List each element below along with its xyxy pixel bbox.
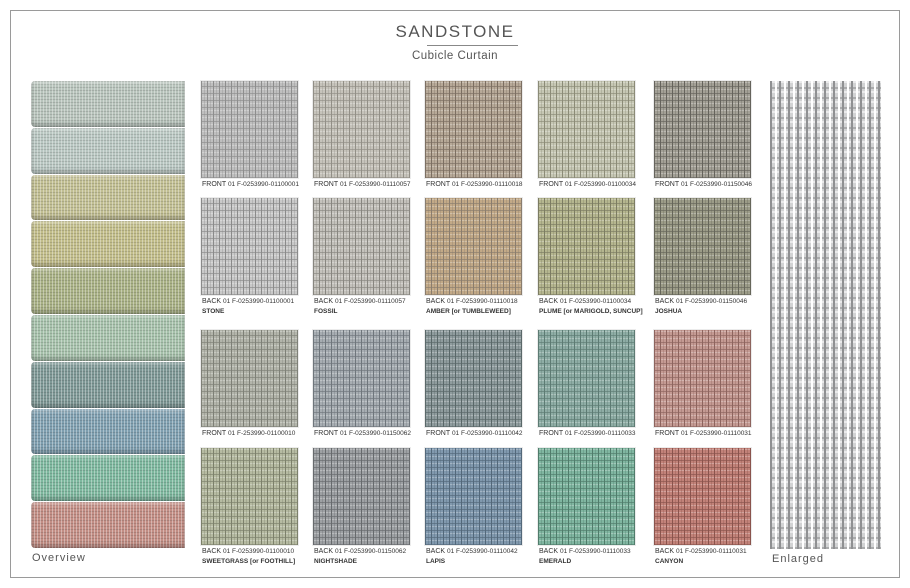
swatch-code-label xyxy=(426,181,523,188)
swatch-code: 01 F-0253990-01100034 xyxy=(560,298,632,305)
overview-label: Overview xyxy=(32,552,86,564)
fabric-swatch xyxy=(313,81,410,178)
fabric-roll xyxy=(31,268,185,314)
enlarged-label: Enlarged xyxy=(772,553,825,565)
swatch-side: BACK xyxy=(202,548,224,555)
swatch-code: 01 F-0253990-01100010 xyxy=(223,548,295,555)
swatch-code: 01 F-0253990-01110033 xyxy=(560,548,631,555)
swatch-code-label xyxy=(426,548,518,555)
fabric-roll xyxy=(31,315,185,361)
fabric-swatch xyxy=(654,448,751,545)
fabric-swatch xyxy=(201,198,298,295)
page-title: SANDSTONE xyxy=(395,22,515,41)
swatch-code: 01 F-0253990-01100034 xyxy=(564,181,637,188)
swatch-code: 01 F-0253990-01110042 xyxy=(451,430,523,437)
fabric-swatch xyxy=(538,81,635,178)
swatch-side: FRONT xyxy=(314,430,340,437)
swatch-side: BACK xyxy=(426,298,448,305)
fabric-swatch xyxy=(654,330,751,427)
swatch-code-label xyxy=(539,298,631,305)
fabric-swatch xyxy=(425,198,522,295)
swatch-code: 01 F-0253990-01110033 xyxy=(564,430,636,437)
swatch-code: 01 F-0253990-01110031 xyxy=(680,430,752,437)
fabric-swatch xyxy=(654,198,751,295)
fabric-swatch xyxy=(654,81,751,178)
swatch-side: BACK xyxy=(539,298,561,305)
swatch-side: BACK xyxy=(314,548,336,555)
swatch-code-label xyxy=(202,298,294,305)
swatch-code: 01 F-253990-01100010 xyxy=(227,430,296,437)
fabric-swatch xyxy=(201,81,298,178)
swatch-code-label xyxy=(314,548,406,555)
swatch-color-name: FOSSIL xyxy=(314,308,338,315)
swatch-code: 01 F-0253990-01110031 xyxy=(676,548,747,555)
fabric-swatch xyxy=(313,330,410,427)
swatch-side: FRONT xyxy=(539,181,565,188)
swatch-color-name: JOSHUA xyxy=(655,308,683,315)
swatch-code-label xyxy=(314,298,406,305)
fabric-swatch xyxy=(425,448,522,545)
swatch-code-label xyxy=(539,430,636,437)
swatch-code-label xyxy=(426,298,518,305)
swatch-code: 01 F-0253990-01110057 xyxy=(335,298,406,305)
swatch-code: 01 F-0253990-01110057 xyxy=(339,181,411,188)
swatch-code-label xyxy=(655,298,747,305)
swatch-code: 01 F-0253990-01110018 xyxy=(447,298,518,305)
swatch-code: 01 F-0253990-01100001 xyxy=(227,181,300,188)
swatch-code: 01 F-0253990-01150062 xyxy=(335,548,407,555)
swatch-code-label xyxy=(202,430,295,437)
swatch-color-name: SWEETGRASS [or FOOTHILL] xyxy=(202,558,296,565)
swatch-code-label xyxy=(655,548,747,555)
swatch-code: 01 F-0253990-01100001 xyxy=(223,298,295,305)
enlarged-image xyxy=(770,81,881,549)
swatch-code-label xyxy=(202,548,294,555)
swatch-code: 01 F-0253990-01150046 xyxy=(676,298,748,305)
swatch-side: BACK xyxy=(655,298,677,305)
swatch-code-label xyxy=(426,430,523,437)
fabric-swatch xyxy=(201,330,298,427)
fabric-roll xyxy=(31,81,185,127)
swatch-side: FRONT xyxy=(202,430,228,437)
swatch-code-label xyxy=(539,548,631,555)
swatch-code-label xyxy=(202,181,299,188)
fabric-swatch xyxy=(538,330,635,427)
swatch-side: BACK xyxy=(314,298,336,305)
swatch-side: BACK xyxy=(539,548,561,555)
swatch-side: BACK xyxy=(202,298,224,305)
swatch-code-label xyxy=(655,181,752,188)
swatch-side: BACK xyxy=(426,548,448,555)
fabric-roll xyxy=(31,409,185,455)
swatch-side: FRONT xyxy=(655,181,681,188)
fabric-swatch xyxy=(313,198,410,295)
swatch-code-label xyxy=(314,430,411,437)
swatch-side: FRONT xyxy=(426,430,452,437)
swatch-color-name: EMERALD xyxy=(539,558,572,565)
swatch-code: 01 F-0253990-01150046 xyxy=(680,181,753,188)
swatch-color-name: STONE xyxy=(202,308,225,315)
fabric-swatch xyxy=(425,81,522,178)
fabric-swatch xyxy=(313,448,410,545)
fabric-swatch xyxy=(425,330,522,427)
overview-image xyxy=(31,81,185,549)
swatch-color-name: AMBER [or TUMBLEWEED] xyxy=(426,308,511,315)
swatch-code-label xyxy=(655,430,752,437)
swatch-side: BACK xyxy=(655,548,677,555)
swatch-code: 01 F-0253990-01110018 xyxy=(451,181,523,188)
swatch-color-name: LAPIS xyxy=(426,558,446,565)
fabric-roll xyxy=(31,175,185,221)
page-subtitle: Cubicle Curtain xyxy=(411,50,499,62)
swatch-color-name: CANYON xyxy=(655,558,684,565)
fabric-roll xyxy=(31,362,185,408)
swatch-code-label xyxy=(539,181,636,188)
swatch-code: 01 F-0253990-01110042 xyxy=(447,548,518,555)
fabric-roll xyxy=(31,455,185,501)
fabric-roll xyxy=(31,221,185,267)
swatch-side: FRONT xyxy=(539,430,565,437)
fabric-roll xyxy=(31,502,185,548)
fabric-roll xyxy=(31,128,185,174)
title-divider xyxy=(427,45,518,46)
swatch-side: FRONT xyxy=(426,181,452,188)
swatch-side: FRONT xyxy=(202,181,228,188)
swatch-color-name: NIGHTSHADE xyxy=(314,558,357,565)
swatch-side: FRONT xyxy=(655,430,681,437)
fabric-swatch xyxy=(538,198,635,295)
swatch-code-label xyxy=(314,181,411,188)
fabric-swatch xyxy=(538,448,635,545)
fabric-swatch xyxy=(201,448,298,545)
swatch-color-name: PLUME [or MARIGOLD, SUNCUP] xyxy=(539,308,643,315)
swatch-side: FRONT xyxy=(314,181,340,188)
swatch-code: 01 F-0253990-01150062 xyxy=(339,430,412,437)
